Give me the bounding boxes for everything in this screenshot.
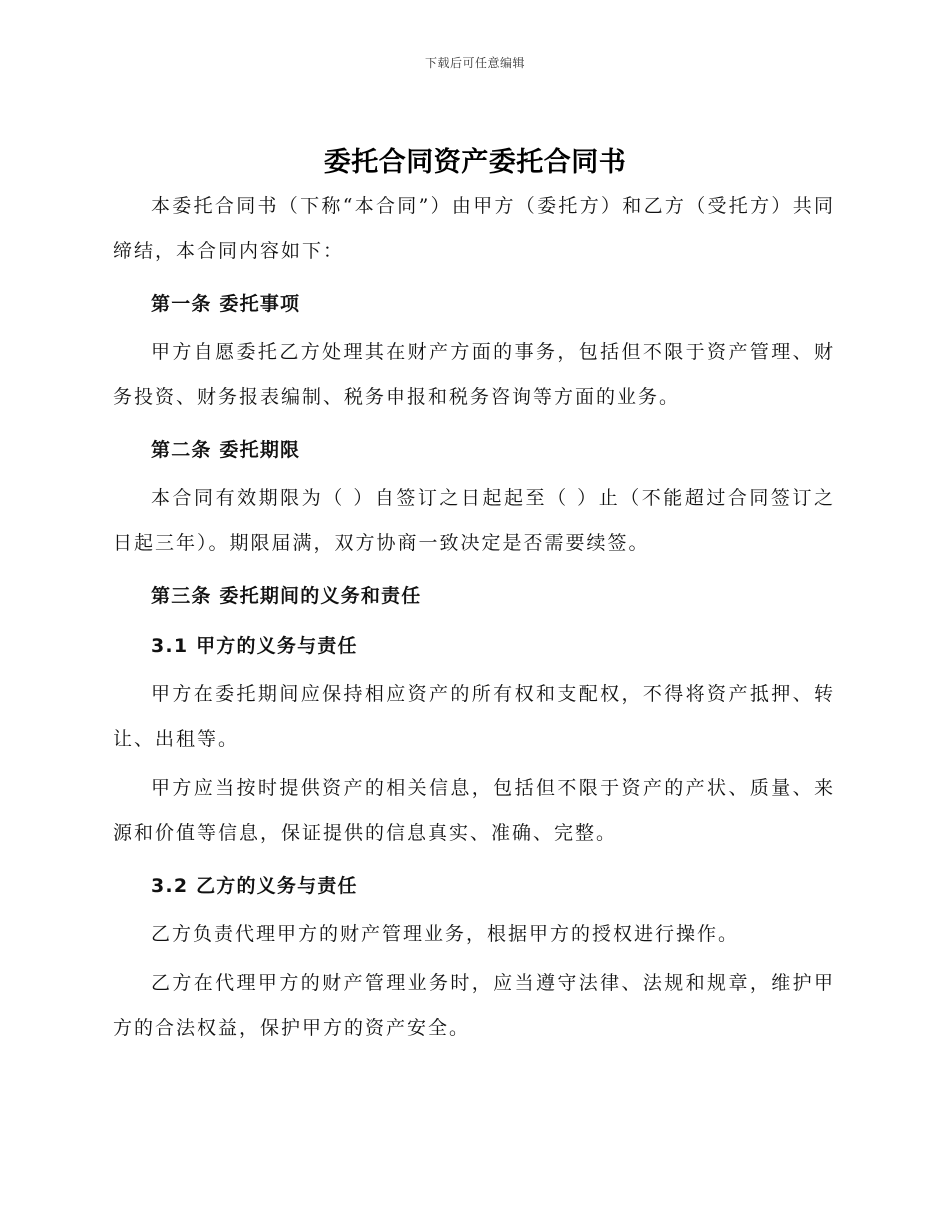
- subsection-3-1-paragraph-2: 甲方应当按时提供资产的相关信息，包括但不限于资产的产状、质量、来源和价值等信息，保证提供的信息真实、准确、完整。: [113, 777, 835, 844]
- section-heading-1: 第一条 委托事项: [151, 293, 301, 315]
- subsection-heading-3-1: 3.1 甲方的义务与责任: [151, 635, 358, 657]
- document-body: [113, 184, 835, 1055]
- section-1-paragraph-1: 甲方自愿委托乙方处理其在财产方面的事务，包括但不限于资产管理、财务投资、财务报表编制、税务申报和税务咨询等方面的业务。: [113, 341, 835, 408]
- intro-paragraph: 本委托合同书（下称“本合同”）由甲方（委托方）和乙方（受托方）共同缔结，本合同内容如下：: [113, 195, 835, 262]
- subsection-3-2-paragraph-2: 乙方在代理甲方的财产管理业务时，应当遵守法律、法规和规章，维护甲方的合法权益，保护甲方的资产安全。: [113, 972, 835, 1039]
- section-heading-3: 第三条 委托期间的义务和责任: [151, 585, 422, 607]
- header-note: 下载后可任意编辑: [424, 56, 525, 70]
- section-2-paragraph-1: 本合同有效期限为（ ）自签订之日起起至（ ）止（不能超过合同签订之日起三年）。期限届满，双方协商一致决定是否需要续签。: [113, 487, 835, 554]
- subsection-3-2-paragraph-1: 乙方负责代理甲方的财产管理业务，根据甲方的授权进行操作。: [151, 923, 740, 945]
- document-title: 委托合同资产委托合同书: [323, 147, 627, 178]
- subsection-3-1-paragraph-1: 甲方在委托期间应保持相应资产的所有权和支配权，不得将资产抵押、转让、出租等。: [113, 683, 835, 750]
- subsection-heading-3-2: 3.2 乙方的义务与责任: [151, 875, 358, 897]
- section-heading-2: 第二条 委托期限: [151, 439, 301, 461]
